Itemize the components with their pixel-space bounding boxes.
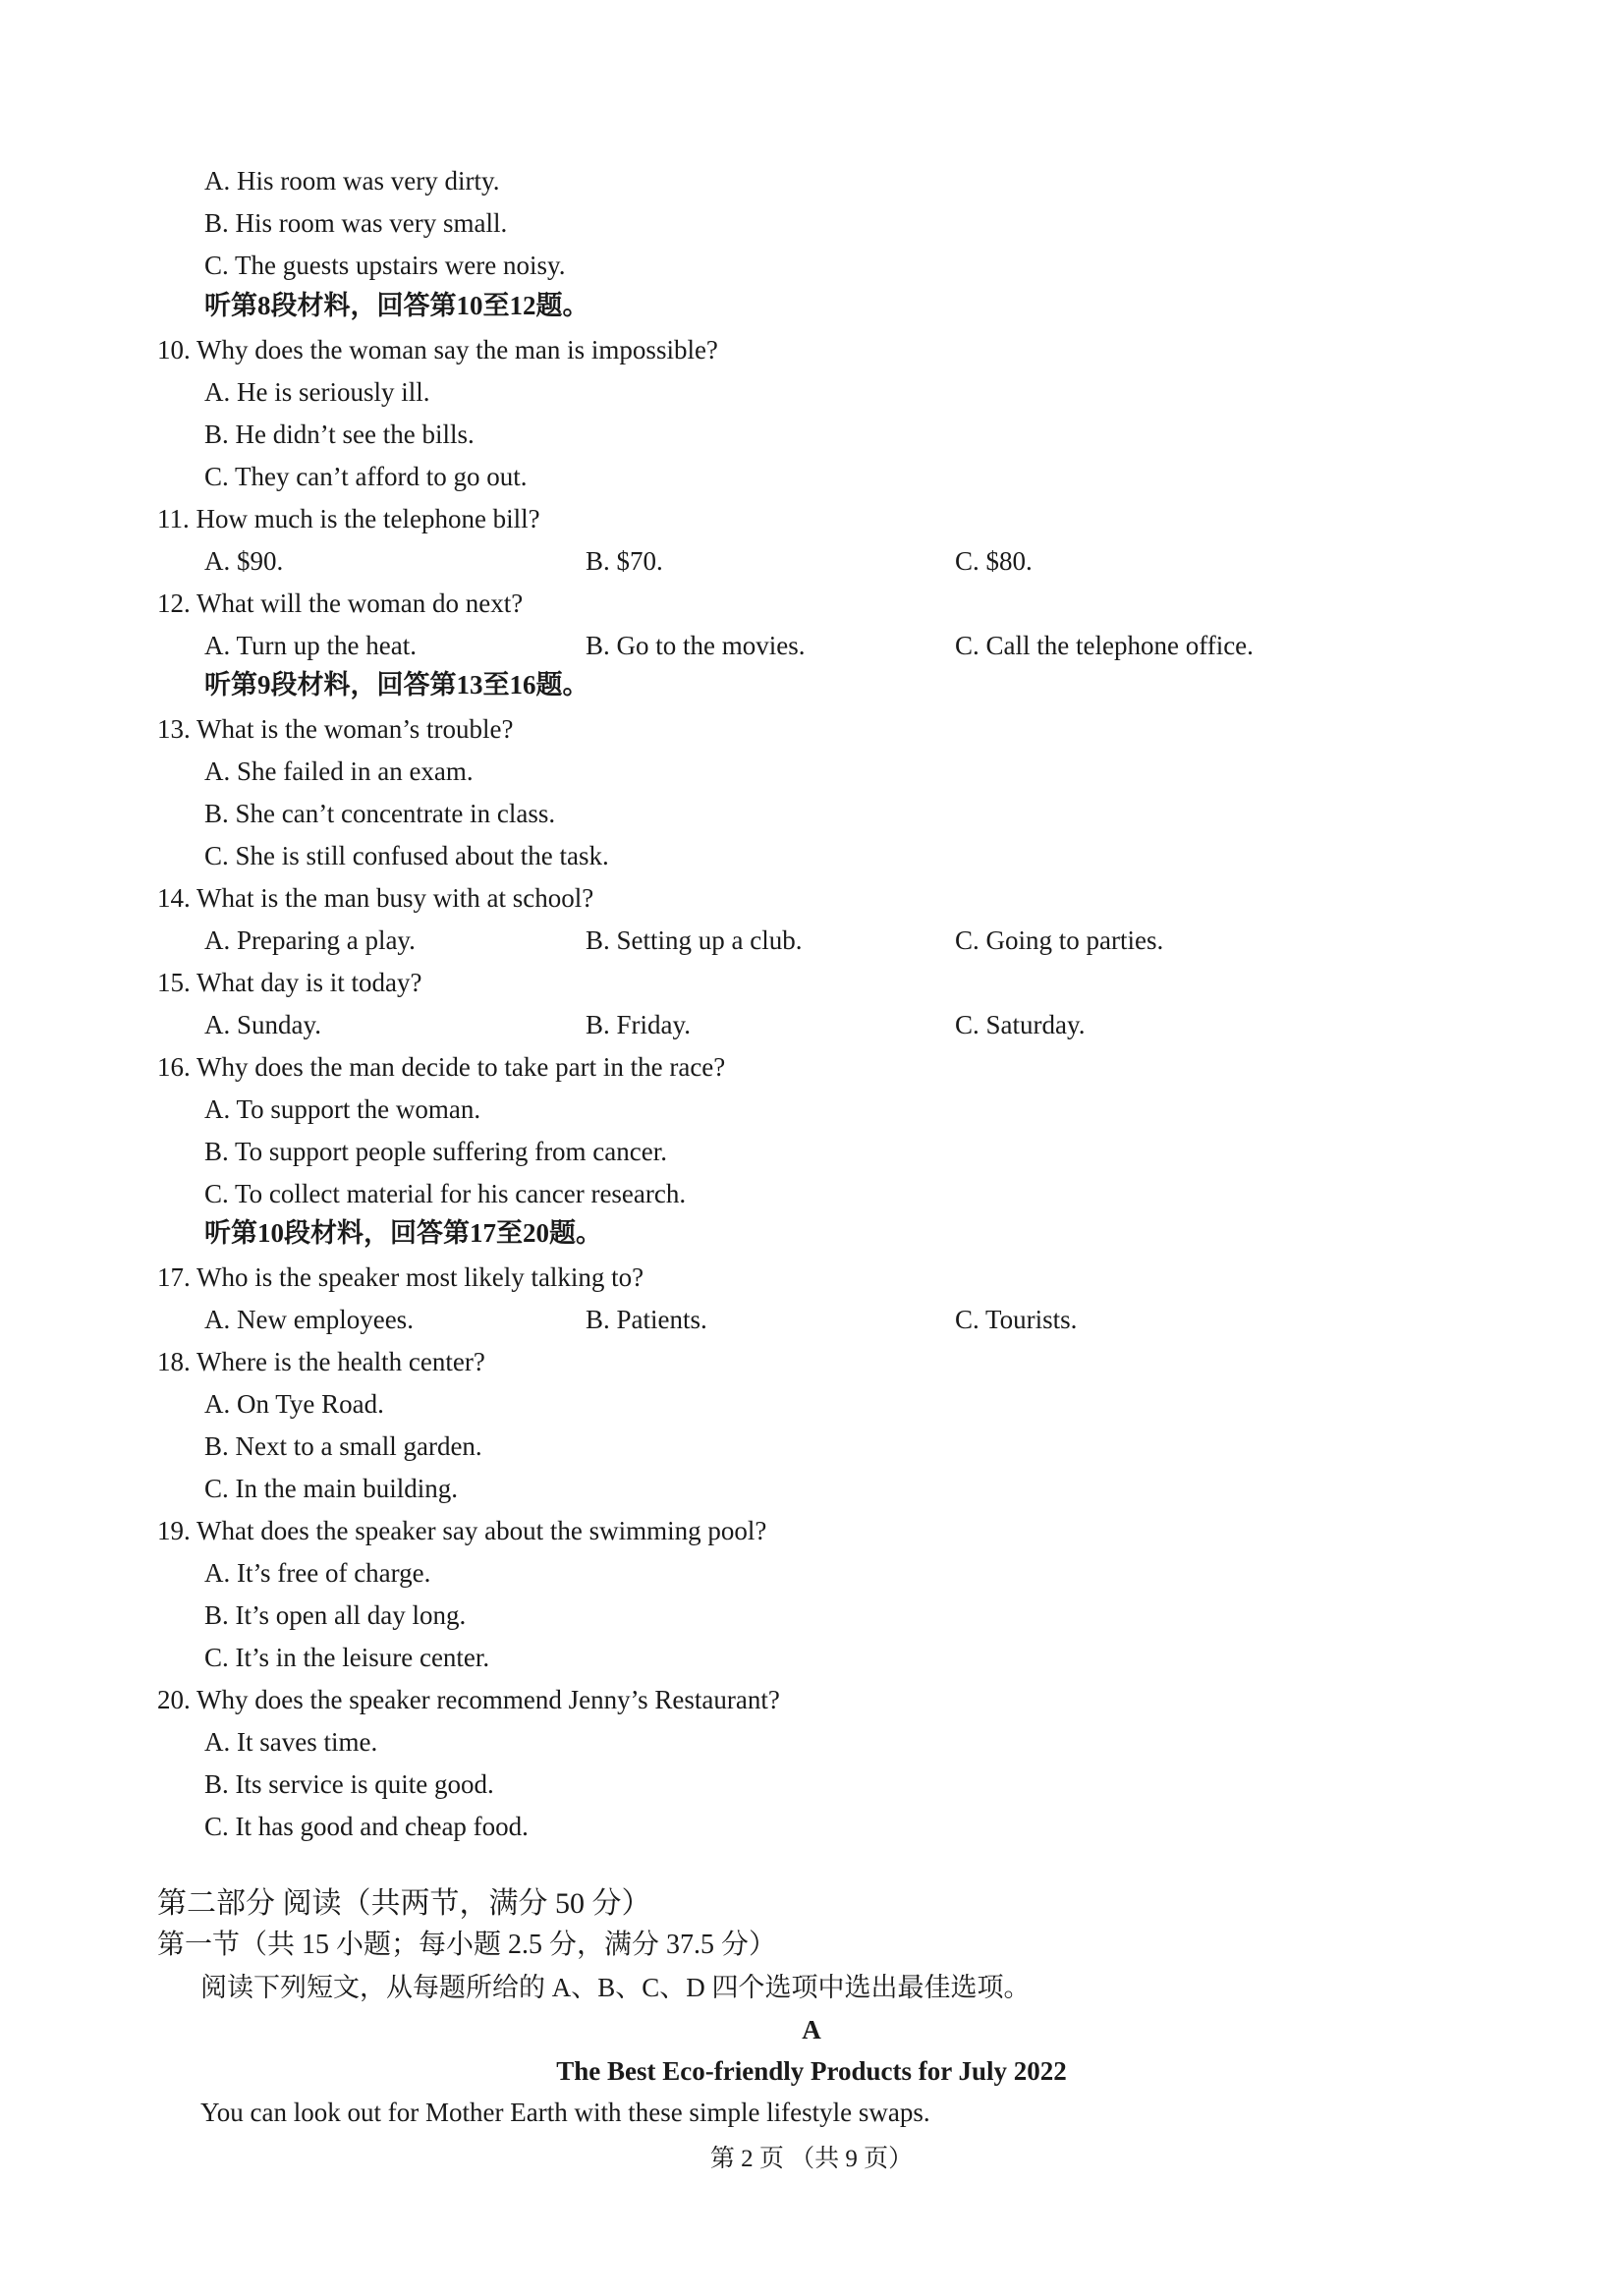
- option-14a: A. Preparing a play.: [204, 925, 416, 955]
- option-12a: A. Turn up the heat.: [204, 631, 417, 660]
- option-13a: A. She failed in an exam.: [204, 756, 474, 786]
- question-19: 19. What does the speaker say about the swimming pool?: [157, 1516, 767, 1545]
- question-20: 20. Why does the speaker recommend Jenny’s Restaurant?: [157, 1685, 780, 1714]
- passage-letter: A: [802, 2015, 821, 2044]
- option-12b: B. Go to the movies.: [586, 631, 806, 660]
- option-15b: B. Friday.: [586, 1010, 691, 1039]
- option-10b: B. He didn’t see the bills.: [204, 420, 475, 449]
- option-9a: A. His room was very dirty.: [204, 166, 500, 196]
- option-11b: B. $70.: [586, 546, 663, 576]
- question-15: 15. What day is it today?: [157, 968, 422, 997]
- option-10c: C. They can’t afford to go out.: [204, 462, 528, 491]
- option-20c: C. It has good and cheap food.: [204, 1812, 529, 1841]
- part2-heading: 第二部分 阅读（共两节，满分 50 分）: [157, 1887, 651, 1920]
- option-15a: A. Sunday.: [204, 1010, 321, 1039]
- page-footer: 第 2 页 （共 9 页）: [709, 2146, 914, 2172]
- question-13: 13. What is the woman’s trouble?: [157, 714, 514, 744]
- option-11c: C. $80.: [955, 546, 1033, 576]
- option-17a: A. New employees.: [204, 1305, 414, 1334]
- question-10: 10. Why does the woman say the man is impossible?: [157, 335, 718, 364]
- option-14b: B. Setting up a club.: [586, 925, 803, 955]
- option-9b: B. His room was very small.: [204, 208, 508, 238]
- option-19b: B. It’s open all day long.: [204, 1600, 467, 1630]
- option-18a: A. On Tye Road.: [204, 1389, 384, 1419]
- section1-heading: 第一节（共 15 小题；每小题 2.5 分，满分 37.5 分）: [157, 1930, 777, 1960]
- option-19a: A. It’s free of charge.: [204, 1558, 431, 1588]
- option-17c: C. Tourists.: [955, 1305, 1078, 1334]
- instruction-segment-10: 听第10段材料，回答第17至20题。: [204, 1218, 602, 1248]
- reading-directions: 阅读下列短文，从每题所给的 A、B、C、D 四个选项中选出最佳选项。: [200, 1973, 1031, 2002]
- question-11: 11. How much is the telephone bill?: [157, 504, 540, 533]
- option-15c: C. Saturday.: [955, 1010, 1086, 1039]
- option-9c: C. The guests upstairs were noisy.: [204, 251, 566, 280]
- option-13b: B. She can’t concentrate in class.: [204, 799, 556, 828]
- option-10a: A. He is seriously ill.: [204, 377, 430, 407]
- question-17: 17. Who is the speaker most likely talking to?: [157, 1262, 644, 1292]
- option-13c: C. She is still confused about the task.: [204, 841, 609, 870]
- passage-title: The Best Eco-friendly Products for July 2022: [556, 2056, 1067, 2086]
- option-16a: A. To support the woman.: [204, 1094, 481, 1124]
- question-18: 18. Where is the health center?: [157, 1347, 485, 1376]
- option-16c: C. To collect material for his cancer research.: [204, 1179, 687, 1208]
- option-12c: C. Call the telephone office.: [955, 631, 1254, 660]
- option-20b: B. Its service is quite good.: [204, 1769, 494, 1799]
- question-12: 12. What will the woman do next?: [157, 588, 524, 618]
- instruction-segment-9: 听第9段材料，回答第13至16题。: [204, 670, 589, 700]
- option-11a: A. $90.: [204, 546, 284, 576]
- question-16: 16. Why does the man decide to take part in the race?: [157, 1052, 726, 1082]
- option-14c: C. Going to parties.: [955, 925, 1164, 955]
- option-18b: B. Next to a small garden.: [204, 1431, 482, 1461]
- option-20a: A. It saves time.: [204, 1727, 378, 1757]
- option-16b: B. To support people suffering from cancer.: [204, 1137, 667, 1166]
- instruction-segment-8: 听第8段材料，回答第10至12题。: [204, 291, 589, 320]
- option-19c: C. It’s in the leisure center.: [204, 1643, 490, 1672]
- question-14: 14. What is the man busy with at school?: [157, 883, 594, 913]
- option-18c: C. In the main building.: [204, 1474, 458, 1503]
- passage-intro: You can look out for Mother Earth with these simple lifestyle swaps.: [200, 2098, 930, 2127]
- option-17b: B. Patients.: [586, 1305, 707, 1334]
